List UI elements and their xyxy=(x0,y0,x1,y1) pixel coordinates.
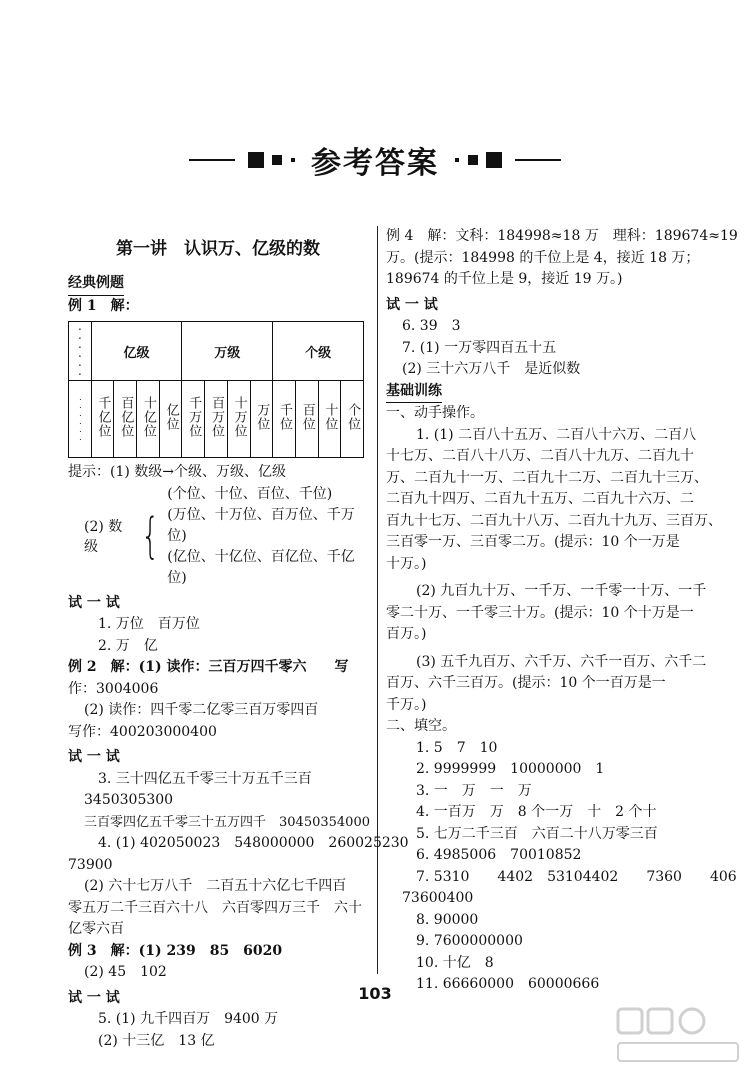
answer-line: 4. 一百万 万 8 个一万 十 2 个十 xyxy=(416,804,657,820)
watermark-logo-icon xyxy=(616,1005,742,1067)
answer-line: 189674 的千位上是 9，接近 19 万。) xyxy=(386,271,623,287)
hint-2 xyxy=(68,484,368,589)
section-heading-basic: 基础训练 xyxy=(386,381,442,404)
answer-line: (2) 三十六万八千 是近似数 xyxy=(402,361,581,377)
answer-line: 万、二百九十一万、二百九十二万、二百九十三万、 xyxy=(386,469,708,486)
answer-line: 千万。) xyxy=(386,696,427,713)
answer-line: 1. 5 7 10 xyxy=(416,739,498,756)
answer-line: 亿零六百 xyxy=(68,921,124,937)
table-place-cell: 百亿位 xyxy=(114,381,137,458)
answer-line: 1. 万位 百万位 xyxy=(98,616,200,632)
lecture-title: 第一讲 认识万、亿级的数 xyxy=(116,239,320,259)
try-heading: 试 一 试 xyxy=(386,296,438,313)
answer-line: 7. 5310 4402 53104402 7360 406 xyxy=(416,868,737,885)
answer-line: 十七万、二百八十八万、二百八十九万、二百九十 xyxy=(386,448,694,464)
brace-icon: { xyxy=(140,508,160,564)
page-number: 103 xyxy=(358,984,392,1003)
section-heading-classic: 经典例题 xyxy=(68,273,124,296)
table-place-cell: 百万位 xyxy=(205,381,228,458)
answer-line: 7. (1) 一万零四百五十五 xyxy=(402,339,557,356)
table-place-cell: 十亿位 xyxy=(137,381,160,458)
subsection-heading: 一、动手操作。 xyxy=(386,405,484,421)
example-1-label: 例 1 解： xyxy=(68,297,139,314)
answer-line: 4. (1) 402050023 548000000 260025230 xyxy=(98,835,409,851)
hint-1: 提示：(1) 数级→个级、万级、亿级 xyxy=(68,464,287,480)
table-group-ge: 个级 xyxy=(273,322,364,381)
table-place-cell: 百位 xyxy=(295,381,318,458)
answer-line: 8. 90000 xyxy=(416,911,479,928)
answer-line: 百万。) xyxy=(386,626,427,642)
page-title: 参考答案 xyxy=(311,146,439,181)
example-4-line: 例 4 解：文科：184998≈18 万 理科：189674≈19 xyxy=(386,228,738,244)
column-divider xyxy=(377,226,378,974)
answer-line: 3. 三十四亿五千零三十万五千三百 xyxy=(98,770,312,787)
table-place-cell: 千万位 xyxy=(182,381,205,458)
answer-line: 3. 一 万 一 万 xyxy=(416,782,532,799)
answer-line: (2) 45 102 xyxy=(84,964,167,980)
table-place-cell: 千位 xyxy=(273,381,296,458)
answer-line: (2) 十三亿 13 亿 xyxy=(98,1032,215,1049)
answer-line: 三百零一万、三百零二万。(提示：10 个一万是 xyxy=(386,534,680,550)
banner-square-icon xyxy=(248,152,264,168)
answer-line: 11. 66660000 60000666 xyxy=(416,976,600,992)
answer-line: (2) 读作：四千零二亿零三百万零四百 xyxy=(84,702,319,718)
page-banner xyxy=(0,138,750,182)
banner-square-icon xyxy=(468,155,478,165)
answer-line: 2. 9999999 10000000 1 xyxy=(416,761,605,777)
answer-line: 作：3004006 xyxy=(68,680,159,697)
answer-line: 9. 7600000000 xyxy=(416,933,523,949)
answer-line: 1. (1) 二百八十五万、二百八十六万、二百八 xyxy=(416,426,697,443)
answer-line: 73600400 xyxy=(402,890,474,906)
answer-line: (3) 五千九百万、六千万、六千一百万、六千二 xyxy=(416,653,707,670)
answer-line: 万。(提示：184998 的千位上是 4，接近 18 万； xyxy=(386,249,700,266)
table-dots-cell: ...... xyxy=(69,322,92,381)
right-column xyxy=(386,226,738,996)
answer-line: 2. 万 亿 xyxy=(98,637,158,654)
answer-line: (2) 九百九十万、一千万、一千零一十万、一千 xyxy=(416,583,707,599)
hint-2-item: (亿位、十亿位、百亿位、千亿位) xyxy=(167,548,355,586)
try-heading: 试 一 试 xyxy=(68,749,120,765)
table-dots-cell: ...... xyxy=(69,381,92,458)
try-heading: 试 一 试 xyxy=(68,989,120,1006)
answer-line: 零二十万、一千零三十万。(提示：10 个十万是一 xyxy=(386,604,694,621)
banner-dot-icon xyxy=(455,158,459,162)
answer-line: 零五万二千三百六十八 六百零四万三千 六十 xyxy=(68,899,362,916)
try-heading: 试 一 试 xyxy=(68,594,120,611)
answer-line: 5. (1) 九千四百万 9400 万 xyxy=(98,1011,279,1027)
banner-square-icon xyxy=(486,152,502,168)
table-place-cell: 万位 xyxy=(250,381,273,458)
answer-line: 6. 39 3 xyxy=(402,318,461,334)
table-place-cell: 千亿位 xyxy=(91,381,114,458)
answer-line: 十万。) xyxy=(386,555,427,572)
answer-line: (2) 六十七万八千 二百五十六亿七千四百 xyxy=(84,878,347,894)
subsection-heading: 二、填空。 xyxy=(386,718,456,734)
table-place-cell: 亿位 xyxy=(159,381,182,458)
hint-2-label: (2) 数级 xyxy=(84,519,123,555)
answer-line: 三百零四亿五千零三十五万四千 30450354000 xyxy=(84,814,370,830)
answer-line: 73900 xyxy=(68,856,113,873)
table-group-yi: 亿级 xyxy=(91,322,182,381)
answer-line: 6. 4985006 70010852 xyxy=(416,847,582,863)
example-2-line: 例 2 解：(1) 读作：三百万四千零六 写 xyxy=(68,659,349,675)
table-place-cell: 个位 xyxy=(341,381,364,458)
answer-line: 百万、六千三百万。(提示：10 个一百万是一 xyxy=(386,675,666,691)
table-group-wan: 万级 xyxy=(182,322,273,381)
banner-dot-icon xyxy=(291,158,295,162)
table-place-cell: 十万位 xyxy=(227,381,250,458)
hint-2-item: (万位、十万位、百万位、千万位) xyxy=(167,506,355,544)
example-3-line: 例 3 解：(1) 239 85 6020 xyxy=(68,942,283,959)
place-value-table xyxy=(68,321,364,458)
answer-line: 5. 七万二千三百 六百二十八万零三百 xyxy=(416,825,658,842)
answer-line: 10. 十亿 8 xyxy=(416,954,494,971)
answer-line: 3450305300 xyxy=(84,792,174,808)
hint-2-item: (个位、十位、百位、千位) xyxy=(167,485,333,502)
answer-line: 写作：400203000400 xyxy=(68,723,217,740)
answer-line: 二百九十四万、二百九十五万、二百九十六万、二 xyxy=(386,491,694,507)
banner-rule-left xyxy=(189,159,235,161)
table-place-cell: 十位 xyxy=(318,381,341,458)
answer-line: 百九十七万、二百九十八万、二百九十九万、三百万、 xyxy=(386,512,722,529)
banner-rule-right xyxy=(515,159,561,161)
banner-square-icon xyxy=(272,155,282,165)
